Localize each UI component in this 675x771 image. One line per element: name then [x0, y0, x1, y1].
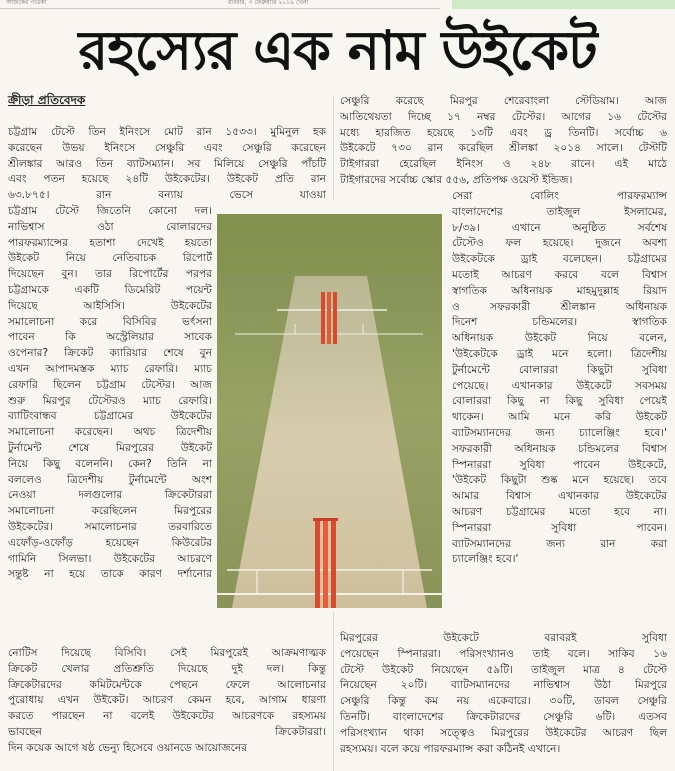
article-line: সেঞ্চুরি কিন্তু কম নয় একেবারে। ৩০টি, ডাবল সেঞ্চুরি: [340, 695, 667, 708]
cricket-pitch-photo: [217, 214, 442, 608]
article-line: উইকেটে ৭৩০ রান করেছিল শ্রীলঙ্কা ২০১৪ সালে। টেস্টটি: [340, 142, 667, 155]
article-line: শ্রীলঙ্কার আরও তিন ব্যাটসম্যান। সব মিলিয়ে সেঞ্চুরি পাঁচটি: [8, 157, 326, 170]
article-line: পাবেন কি অস্ট্রেলিয়ার সাবেক: [8, 331, 212, 344]
article-line: ব্যাটসম্যানদের জন্য রান করা: [452, 537, 667, 550]
article-line: চট্টগ্রামকে একটি ডিমেরিট পয়েন্ট: [8, 283, 212, 296]
article-line: বাংলাদেশের তাইজুল ইসলামের,: [452, 205, 667, 218]
article-left-wrap: [8, 204, 212, 583]
article-line: টুর্নামেন্টে বোলাররা কিছুটা সুবিধা: [452, 363, 667, 376]
article-line: সমালোচনা করে বিসিবির ভর্ৎসনা: [8, 315, 212, 328]
article-line: টাইগাররা হেরেছিল ইনিংস ও ২৪৮ রানে। এই মাঠে: [340, 158, 667, 171]
article-line: মতোই আচরণ করবে বলে বিশ্বাস: [452, 268, 667, 281]
article-line: আচরণ চট্টগ্রামের মতো হবে না।: [452, 505, 667, 518]
article-line: ৮/৩৯। এখানে অনুষ্ঠিত সর্বশেষ: [452, 221, 667, 234]
article-line: মধ্যে হারজিত হয়েছে ১৩টি এবং ড্র তিনটি। সর্বোচ্চ ৬: [340, 126, 667, 139]
article-line: পেয়েছে। এখানকার উইকেটে সবসময়: [452, 379, 667, 392]
article-line: ব্যাটসম্যানদের জন্য চ্যালেঞ্জিং হবে।': [452, 426, 667, 439]
article-line: পরিসংখ্যান থাকা সত্ত্বেও মিরপুরের উইকেটের আচরণ ছিল: [340, 726, 667, 739]
article-line: টুর্নামেন্ট শেষে মিরপুরের উইকেট: [8, 441, 212, 454]
article-line: চ্যালেঞ্জিং হবে।': [452, 553, 519, 566]
article-line: নাভিশ্বাস ওঠা বোলারদের: [8, 220, 212, 233]
article-line: সমালোচনা করেছেন। অথচ ত্রিদেশীয়: [8, 426, 212, 439]
article-right-top: [340, 94, 667, 189]
article-line: বোলাররা কিছু না কিছু সুবিধা পেয়েই: [452, 395, 667, 408]
top-rule: [0, 8, 440, 9]
article-line: 'উইকেট কিছুটা শুষ্ক মনে হয়েছে। তবে: [452, 474, 667, 487]
top-strip-center-text: রবিবার, ৩ ফেব্রুয়ারি ২০১৯ খেলা: [228, 0, 309, 6]
article-line: এফোঁড়-ওফোঁড় হয়েছেন কিউরেটর: [8, 536, 212, 549]
article-line: মিরপুরের উইকেটে বরাবরই সুবিধা: [340, 632, 667, 644]
article-line: নোটিস দিয়েছে বিসিবি। সেই মিরপুরেই আক্রমণাত্মক: [8, 647, 326, 659]
article-line: ব্যাটিংবান্ধব চট্টগ্রামের উইকেটের: [8, 410, 212, 423]
article-line: উইকেটের। সমালোচনার তরবারিতে: [8, 520, 212, 533]
top-strip-left-text: আজকের পত্রিকা: [6, 0, 47, 6]
headline: রহস্যের এক নাম উইকেট: [78, 19, 597, 82]
article-line: শুরু মিরপুর টেস্টেরও ম্যাচ রেফারি।: [8, 394, 212, 407]
article-line: স্বাগতিক অধিনায়ক মাহমুদুল্লাহ রিয়াদ: [452, 284, 667, 297]
article-line: নিয়ে কিছু বলেননি। কেন? তিনি না: [8, 457, 212, 470]
column-divider-lower: [333, 612, 334, 771]
article-line: করতে পারছেন না বলেই উইকেটের আচরণকে রহস্যময়: [8, 710, 326, 723]
article-line: টেস্টে উইকেট নিয়েছেন ৫৯টি। তাইজুল মাত্র ৪ টেস্টে: [340, 663, 667, 676]
article-line: রহস্যময়। বলে কয়ে পারফরম্যান্স করা কঠিনই এখানে।: [340, 742, 561, 755]
byline: ক্রীড়া প্রতিবেদক: [8, 93, 86, 107]
article-line: সমালোচনা করেছিলেন মিরপুরের: [8, 505, 212, 518]
article-line: 'উইকেটকে ড্রাই মনে হলো। ত্রিদেশীয়: [452, 347, 667, 360]
article-left-top: [8, 125, 326, 204]
article-line: ওপেনার? ক্রিকেট ক্যারিয়ার শেষে বুন: [8, 347, 212, 360]
article-line: টাইগারদের সর্বোচ্চ স্কোর ৫৫৬, প্রতিপক্ষ ওয়েস্ট ইন্ডিজ।: [340, 173, 573, 186]
article-line: টেস্টেও ফল হয়েছে। দুজনে অবশ্য: [452, 237, 667, 250]
article-line: সন্তুষ্ট না হয়ে তাকে কারণ দর্শানোর: [8, 568, 212, 581]
article-line: নেওয়া দলগুলোর ক্রিকেটাররা: [8, 489, 212, 502]
article-right-bottom: [340, 631, 667, 757]
article-line: দিনেশ চন্ডিমলের। স্বাগতিক: [452, 316, 667, 329]
article-line: দিন কয়েক আগে ষষ্ঠ ভেন্যু হিসেবে ওয়ানডে আয়োজনের: [8, 741, 248, 754]
article-line: অধিনায়ক উইকেট নিয়ে বলেন,: [452, 332, 667, 345]
article-line: সেরা বোলিং পারফরম্যান্স: [452, 190, 667, 202]
article-line: এবং পতন হয়েছে ২৪টি উইকেটের। উইকেট প্রতি রান: [8, 173, 326, 186]
article-line: স্পিনাররা সুবিধা পাবেন।: [452, 521, 667, 534]
top-strip: [0, 0, 675, 9]
article-line: চট্টগ্রাম টেস্টে জিতেনি কোনো দল।: [8, 205, 212, 217]
article-left-bottom: [8, 646, 326, 757]
article-line: সফরকারী অধিনায়ক চন্ডিমলের বিশ্বাস: [452, 442, 667, 455]
article-line: করেছেন উভয় ইনিংসে সেঞ্চুরি এবং সেঞ্চুরি করেছেন: [8, 141, 326, 154]
article-line: ক্রিকেট খেলার প্রতিশ্রুতি দিয়েছে দুই দল। কিন্তু: [8, 662, 326, 675]
article-right-wrap: [452, 189, 667, 568]
cricket-pitch-image: [217, 214, 442, 608]
column-divider: [333, 96, 334, 200]
article-line: ভাবছেন ক্রিকেটাররা।: [8, 725, 326, 738]
article-line: উইকেটকে ড্রাই বলেছেন। চট্টগ্রামের: [452, 253, 667, 266]
article-line: পুরোধায় এখন উইকেট। আচরণ কেমন হবে, আগাম ধারণা: [8, 694, 326, 707]
article-line: গামিনি সিলভা। উইকেটের আচরণে: [8, 552, 212, 565]
article-line: বললেও ত্রিদেশীয় টুর্নামেন্টে অংশ: [8, 473, 212, 486]
article-line: ক্রিকেটারদের কমিটমেন্টকে পেছনে ফেলে আলোচনার: [8, 678, 326, 691]
article-line: তিনটি। বাংলাদেশের ক্রিকেটারদের সেঞ্চুরি ৬টি। এতসব: [340, 710, 667, 723]
article-line: থাকেন। আমি মনে করি উইকেট: [452, 411, 667, 424]
article-line: আমার বিশ্বাস এখানকার উইকেটের: [452, 490, 667, 503]
article-line: রেফারি ছিলেন চট্টগ্রাম টেস্টের। আজ: [8, 378, 212, 391]
article-line: স্পিনাররা সুবিধা পাবেন উইকেটে,: [452, 458, 667, 471]
article-line: উইকেট নিয়ে নেতিবাচক রিপোর্ট: [8, 252, 212, 265]
article-line: নিয়েছেন ২০টি। ব্যাটসম্যানদের নাভিশ্বাস উঠা মিরপুরে: [340, 679, 667, 692]
article-line: পারফরম্যান্সের হতাশা দেখেই হয়তো: [8, 236, 212, 249]
article-line: চট্টগ্রাম টেস্টে তিন ইনিংসে মোট রান ১৫৩৩। মুমিনুল হক: [8, 126, 326, 138]
top-green-band: [452, 0, 675, 9]
article-line: পেয়েছেন স্পিনাররা। পরিসংখ্যানও তাই বলে। সাকিব ১৬: [340, 647, 667, 660]
article-line: দিয়েছেন বুন। তার রিপোর্টের পরপর: [8, 268, 212, 281]
article-line: ৬৩.৮৭৫। রান বন্যায় ভেসে যাওয়া: [8, 189, 326, 202]
article-line: আতিথেয়তা দিচ্ছে ১৭ নম্বর টেস্টের। আগের ১৬ টেস্টের: [340, 110, 667, 123]
article-line: দিয়েছে আইসিসি। উইকেটের: [8, 299, 212, 312]
article-line: এখন আপাদমস্তক ম্যাচ রেফারি। ম্যাচ: [8, 362, 212, 375]
article-line: সেঞ্চুরি করেছে মিরপুর শেরেবাংলা স্টেডিয়াম। আজ: [340, 95, 667, 107]
article-line: ও সফরকারী শ্রীলঙ্কান অধিনায়ক: [452, 300, 667, 313]
